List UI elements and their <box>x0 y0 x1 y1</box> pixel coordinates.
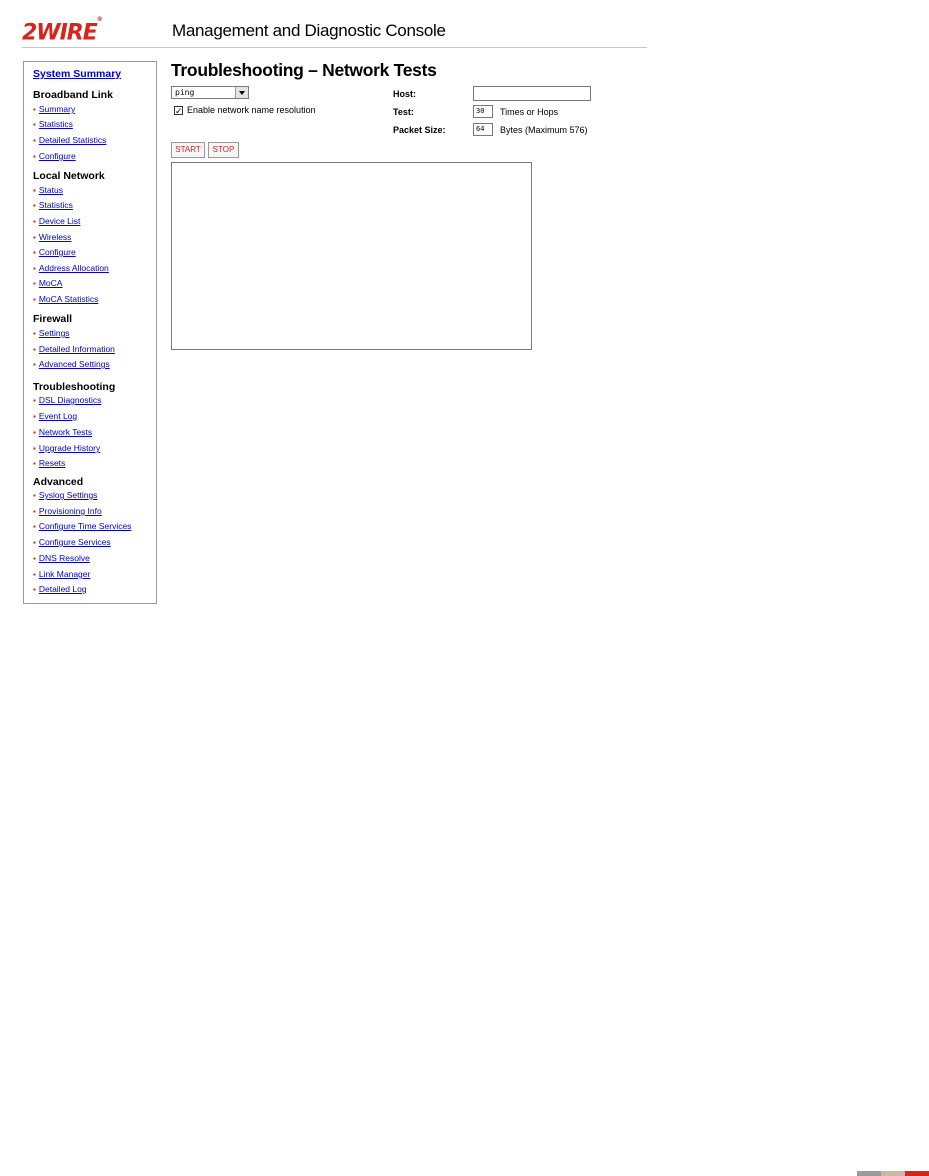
bullet-icon: ▪ <box>33 396 36 405</box>
logo-registered-mark: ® <box>96 16 102 23</box>
section-title-firewall: Firewall <box>33 313 73 325</box>
test-count-suffix: Times or Hops <box>500 107 559 117</box>
footer-bar-gray <box>857 1171 881 1176</box>
test-type-select[interactable] <box>171 86 249 99</box>
sidebar-item-detailed-log[interactable]: ▪ Detailed Log <box>33 584 87 594</box>
system-summary-link[interactable]: System Summary <box>33 68 122 80</box>
chevron-down-icon[interactable] <box>235 87 248 98</box>
stop-button[interactable]: STOP <box>208 142 239 158</box>
bullet-icon: ▪ <box>33 570 36 579</box>
sidebar-item-moca[interactable]: ▪ MoCA <box>33 278 63 288</box>
sidebar-item-broadband-statistics[interactable]: ▪ Statistics <box>33 119 73 129</box>
console-title: Management and Diagnostic Console <box>172 21 446 40</box>
bullet-icon: ▪ <box>33 248 36 257</box>
bullet-icon: ▪ <box>33 295 36 304</box>
bullet-icon: ▪ <box>33 554 36 563</box>
start-button[interactable]: START <box>171 142 205 158</box>
bullet-icon: ▪ <box>33 120 36 129</box>
bullet-icon: ▪ <box>33 412 36 421</box>
bullet-icon: ▪ <box>33 459 36 468</box>
sidebar-item-upgrade-history[interactable]: ▪ Upgrade History <box>33 443 101 453</box>
packet-size-input[interactable]: 64 <box>473 123 493 136</box>
section-title-local-network: Local Network <box>33 170 105 182</box>
bullet-icon: ▪ <box>33 152 36 161</box>
sidebar-item-event-log[interactable]: ▪ Event Log <box>33 411 78 421</box>
bullet-icon: ▪ <box>33 507 36 516</box>
bullet-icon: ▪ <box>33 105 36 114</box>
test-output-area[interactable] <box>171 162 532 350</box>
sidebar-item-syslog-settings[interactable]: ▪ Syslog Settings <box>33 490 98 500</box>
sidebar-item-broadband-detailed-statistics[interactable]: ▪ Detailed Statistics <box>33 135 107 145</box>
header-divider <box>22 47 647 48</box>
bullet-icon: ▪ <box>33 522 36 531</box>
sidebar-item-moca-statistics[interactable]: ▪ MoCA Statistics <box>33 294 99 304</box>
sidebar-item-firewall-settings[interactable]: ▪ Settings <box>33 328 70 338</box>
sidebar-item-local-status[interactable]: ▪ Status <box>33 185 63 195</box>
bullet-icon: ▪ <box>33 538 36 547</box>
sidebar-item-provisioning-info[interactable]: ▪ Provisioning Info <box>33 506 102 516</box>
packet-size-suffix: Bytes (Maximum 576) <box>500 125 588 135</box>
sidebar-item-broadband-configure[interactable]: ▪ Configure <box>33 151 76 161</box>
sidebar-item-device-list[interactable]: ▪ Device List <box>33 216 81 226</box>
sidebar-item-configure-time-services[interactable]: ▪ Configure Time Services <box>33 521 132 531</box>
sidebar-item-dns-resolve[interactable]: ▪ DNS Resolve <box>33 553 90 563</box>
brand-logo <box>22 16 122 46</box>
bullet-icon: ▪ <box>33 201 36 210</box>
host-input[interactable] <box>473 86 591 101</box>
bullet-icon: ▪ <box>33 345 36 354</box>
sidebar-item-dsl-diagnostics[interactable]: ▪ DSL Diagnostics <box>33 395 102 405</box>
checkmark-icon: ✓ <box>175 106 183 116</box>
bullet-icon: ▪ <box>33 136 36 145</box>
sidebar-item-advanced-settings[interactable]: ▪ Advanced Settings <box>33 359 110 369</box>
sidebar-item-configure-services[interactable]: ▪ Configure Services <box>33 537 111 547</box>
section-title-broadband-link: Broadband Link <box>33 89 113 101</box>
sidebar-item-address-allocation[interactable]: ▪ Address Allocation <box>33 263 109 273</box>
sidebar-nav <box>23 61 157 604</box>
bullet-icon: ▪ <box>33 264 36 273</box>
name-resolution-checkbox[interactable] <box>174 106 183 115</box>
bullet-icon: ▪ <box>33 428 36 437</box>
bullet-icon: ▪ <box>33 217 36 226</box>
bullet-icon: ▪ <box>33 360 36 369</box>
sidebar-item-wireless[interactable]: ▪ Wireless <box>33 232 72 242</box>
sidebar-item-local-configure[interactable]: ▪ Configure <box>33 247 76 257</box>
bullet-icon: ▪ <box>33 186 36 195</box>
test-label: Test: <box>393 107 414 117</box>
bullet-icon: ▪ <box>33 329 36 338</box>
sidebar-item-link-manager[interactable]: ▪ Link Manager <box>33 569 91 579</box>
test-count-input[interactable]: 30 <box>473 105 493 118</box>
sidebar-item-network-tests[interactable]: ▪ Network Tests <box>33 427 93 437</box>
test-type-value: ping <box>175 88 195 97</box>
sidebar-item-local-statistics[interactable]: ▪ Statistics <box>33 200 73 210</box>
host-label: Host: <box>393 89 416 99</box>
sidebar-item-detailed-information[interactable]: ▪ Detailed Information <box>33 344 115 354</box>
bullet-icon: ▪ <box>33 279 36 288</box>
bullet-icon: ▪ <box>33 585 36 594</box>
footer-bar-red <box>905 1171 929 1176</box>
bullet-icon: ▪ <box>33 491 36 500</box>
bullet-icon: ▪ <box>33 444 36 453</box>
section-title-troubleshooting: Troubleshooting <box>33 381 116 393</box>
logo-text: 2WIRE <box>22 20 97 46</box>
sidebar-item-resets[interactable]: ▪ Resets <box>33 458 66 468</box>
bullet-icon: ▪ <box>33 233 36 242</box>
footer-bar-tan <box>881 1171 905 1176</box>
sidebar-item-broadband-summary[interactable]: ▪ Summary <box>33 104 76 114</box>
page-title: Troubleshooting – Network Tests <box>171 60 437 80</box>
name-resolution-label: Enable network name resolution <box>187 105 316 115</box>
section-title-advanced: Advanced <box>33 476 84 488</box>
packet-size-label: Packet Size: <box>393 125 446 135</box>
